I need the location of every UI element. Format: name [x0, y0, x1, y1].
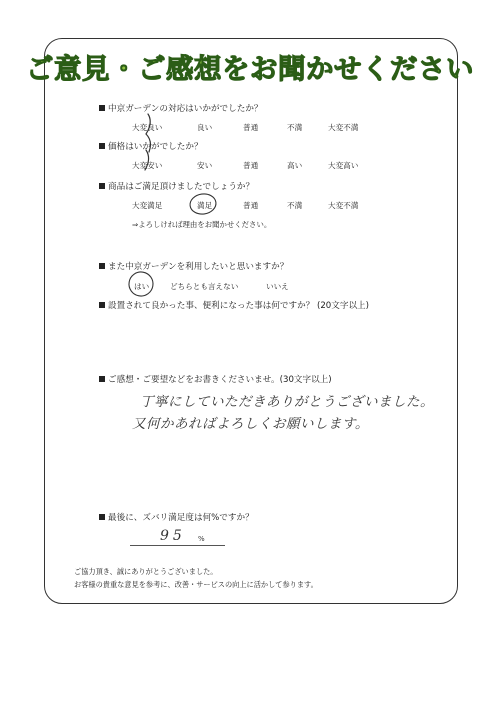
question-7	[99, 511, 254, 523]
footer-note: お客様の貴重な意見を参考に、改善・サービスの向上に活かして参ります。	[74, 580, 318, 589]
bullet-square-icon	[99, 302, 105, 308]
satisfaction-underline	[130, 545, 225, 546]
q2-option-1[interactable]: 大変安い	[132, 161, 163, 170]
q2-option-3[interactable]: 普通	[243, 161, 259, 170]
bullet-square-icon	[99, 376, 105, 382]
q4-option-2[interactable]: どちらとも言えない	[170, 282, 239, 291]
satisfaction-unit: %	[198, 535, 205, 543]
question-3-label: 商品はご満足頂けましたでしょうか？	[108, 182, 255, 192]
question-3	[99, 180, 254, 192]
q3-option-1[interactable]: 大変満足	[132, 201, 163, 210]
question-4	[99, 260, 288, 272]
q1-option-3[interactable]: 普通	[243, 123, 259, 132]
q3-reason-note: ⇒よろしければ理由をお聞かせください。	[132, 220, 272, 229]
survey-title: ご意見・ご感想をお聞かせください	[26, 53, 474, 85]
question-4-label: また中京ガーデンを利用したいと思いますか？	[108, 262, 289, 272]
q2-option-2[interactable]: 安い	[197, 161, 213, 170]
bullet-square-icon	[99, 183, 105, 189]
question-2	[99, 140, 203, 152]
q3-option-4[interactable]: 不満	[287, 201, 303, 210]
question-6	[99, 373, 332, 385]
question-7-label: 最後に、ズバリ満足度は何%ですか？	[108, 513, 254, 523]
footer-thanks: ご協力頂き、誠にありがとうございました。	[74, 567, 218, 576]
q3-option-5[interactable]: 大変不満	[328, 201, 359, 210]
q2-option-4[interactable]: 高い	[287, 161, 303, 170]
q6-handwritten-line-2: 又何かあればよろしくお願いします。	[132, 416, 369, 432]
question-5	[99, 299, 369, 311]
question-5-label: 設置されて良かった事、便利になった事は何ですか？ (20文字以上)	[108, 301, 369, 311]
question-6-label: ご感想・ご要望などをお書きくださいませ。(30文字以上)	[108, 375, 332, 385]
question-1	[99, 102, 263, 114]
q3-option-2[interactable]: 満足	[197, 201, 213, 210]
q6-handwritten-line-1: 丁寧にしていただきありがとうございました。	[140, 394, 434, 410]
q2-option-5[interactable]: 大変高い	[328, 161, 359, 170]
bullet-square-icon	[99, 514, 105, 520]
q1-option-2[interactable]: 良い	[197, 123, 213, 132]
bullet-square-icon	[99, 263, 105, 269]
question-1-label: 中京ガーデンの対応はいかがでしたか？	[108, 104, 263, 114]
q1-option-1[interactable]: 大変良い	[132, 123, 163, 132]
bullet-square-icon	[99, 143, 105, 149]
bullet-square-icon	[99, 105, 105, 111]
q4-option-3[interactable]: いいえ	[266, 282, 289, 291]
q4-option-1[interactable]: はい	[134, 282, 150, 291]
q3-option-3[interactable]: 普通	[243, 201, 259, 210]
question-2-label: 価格はいかがでしたか？	[108, 142, 203, 152]
q1-option-4[interactable]: 不満	[287, 123, 303, 132]
q1-option-5[interactable]: 大変不満	[328, 123, 359, 132]
satisfaction-value: 95	[160, 528, 186, 544]
